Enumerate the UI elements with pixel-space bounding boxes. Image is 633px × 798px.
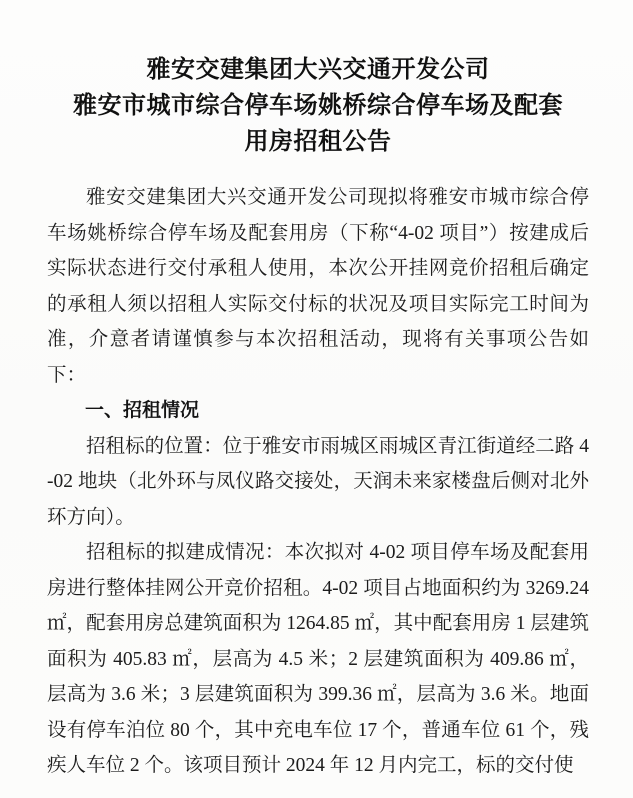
section-heading-rental-overview: 一、招租情况 — [85, 400, 200, 421]
title-announcement-line: 用房招租公告 — [244, 129, 392, 155]
paragraph-construction-status: 招租标的拟建成情况：本次拟对 4-02 项目停车场及配套用房进行整体挂网公开竞价招租。4-02 项目占地面积约为 3269.24 ㎡，配套用房总建筑面积为 1264.85 ㎡，其中配套用房 1 层建筑面积为 405.83 ㎡，层高为 4.5 米；2 层建筑面积为 409.86 ㎡，层高为 3.6 米；3 层建筑面积为 399.36 ㎡，层高为 3.6 米。地面设有停车泊位 80 个，其中充电车位 17 个，普通车位 61 个，残疾人车位 2 个。该项目预计 2024 年 12 月内完工，标的交付使 — [47, 542, 589, 776]
document-title — [47, 52, 589, 160]
paragraph-location: 招租标的位置：位于雅安市雨城区雨城区青江街道经二路 4-02 地块（北外环与凤仪路交接处，天润未来家楼盘后侧对北外环方向）。 — [47, 435, 589, 528]
document-body — [47, 180, 589, 784]
title-company-line: 雅安交建集团大兴交通开发公司 — [146, 57, 490, 83]
paragraph-intro: 雅安交建集团大兴交通开发公司现拟将雅安市城市综合停车场姚桥综合停车场及配套用房（下称“4-02 项目”）按建成后实际状态进行交付承租人使用，本次公开挂网竞价招租后确定的承租人须以招租人实际交付标的状况及项目实际完工时间为准，介意者请谨慎参与本次招租活动，现将有关事项公告如下： — [47, 187, 589, 386]
title-project-line: 雅安市城市综合停车场姚桥综合停车场及配套 — [73, 93, 563, 119]
